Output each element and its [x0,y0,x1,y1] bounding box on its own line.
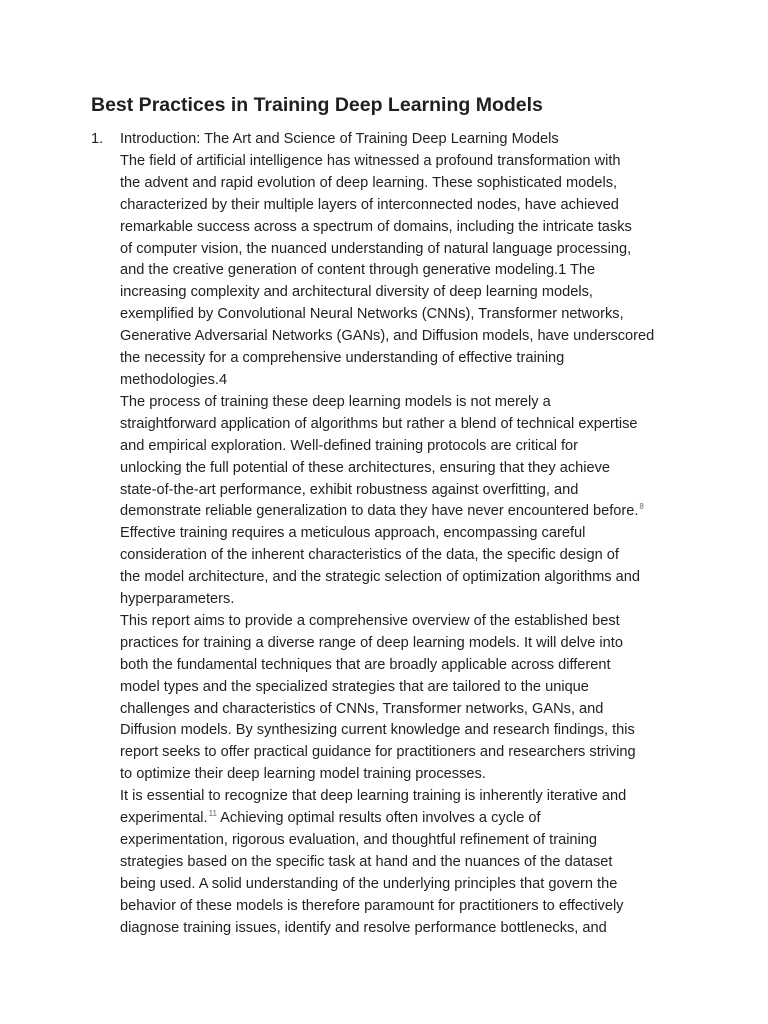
section-body [120,129,688,940]
text-line [120,414,688,436]
line-text: straightforward application of algorithms but rather a blend of technical expertise [120,415,638,432]
body-paragraph [120,611,688,786]
line-text: Effective training requires a meticulous approach, encompassing careful [120,525,586,542]
text-line [120,918,688,940]
line-text: practices for training a diverse range of deep learning models. It will delve into [120,634,623,651]
text-line [120,458,688,480]
line-text: to optimize their deep learning model training processes. [120,766,486,783]
line-text: and the creative generation of content through generative modeling.1 The [120,262,596,279]
document-title: Best Practices in Training Deep Learning Models [91,94,543,116]
text-line [120,720,688,742]
text-line [120,239,688,261]
line-text: both the fundamental techniques that are broadly applicable across different [120,656,611,673]
line-text: the necessity for a comprehensive understanding of effective training [120,350,565,367]
text-line [120,764,688,786]
line-text: being used. A solid understanding of the underlying principles that govern the [120,875,618,892]
line-text-continued: Achieving optimal results often involves a cycle of [216,810,541,827]
line-text: behavior of these models is therefore paramount for practitioners to effectively [120,897,624,914]
text-line [120,173,688,195]
line-text: experimentation, rigorous evaluation, and thoughtful refinement of training [120,832,598,848]
text-line [120,370,688,392]
text-line [120,611,688,633]
text-line [120,830,688,852]
body-paragraph [120,786,688,939]
line-text: model types and the specialized strategies that are tailored to the unique [120,678,589,695]
line-text: characterized by their multiple layers of interconnected nodes, have achieved [120,196,619,213]
text-line [120,392,688,414]
line-text: Generative Adversarial Networks (GANs), and Diffusion models, have underscored [120,328,655,345]
footnote-reference: 8 [639,502,644,512]
line-text: exemplified by Convolutional Neural Networks (CNNs), Transformer networks, [120,306,624,323]
line-text: the advent and rapid evolution of deep learning. These sophisticated models, [120,174,618,191]
text-line [120,151,688,173]
text-line [120,633,688,655]
text-line [120,217,688,239]
line-text: hyperparameters. [120,591,235,608]
footnote-reference: 11 [208,809,217,819]
text-line [120,195,688,217]
line-text: The field of artificial intelligence has witnessed a profound transformation with [120,152,621,169]
line-text: This report aims to provide a comprehensive overview of the established best [120,612,620,629]
text-line [120,699,688,721]
line-text: Diffusion models. By synthesizing current knowledge and research findings, this [120,722,635,739]
section-paragraphs [120,151,688,940]
text-line [120,589,688,611]
text-line [120,326,688,348]
text-line [120,786,688,808]
line-text: consideration of the inherent characteristics of the data, the specific design of [120,547,619,564]
body-paragraph [120,151,688,392]
text-line [120,742,688,764]
text-line [120,436,688,458]
body-paragraph [120,392,688,611]
text-line [120,348,688,370]
line-text: of computer vision, the nuanced understanding of natural language processing, [120,240,632,257]
line-text: unlocking the full potential of these architectures, ensuring that they achieve [120,459,611,476]
text-line [120,260,688,282]
text-line [120,896,688,918]
line-text: methodologies.4 [120,371,228,388]
line-text: challenges and characteristics of CNNs, Transformer networks, GANs, and [120,700,604,717]
text-line [120,874,688,896]
line-text: diagnose training issues, identify and resolve performance bottlenecks, and [120,919,607,936]
text-line [120,304,688,326]
line-text: increasing complexity and architectural diversity of deep learning models, [120,284,593,301]
section-heading: Introduction: The Art and Science of Training Deep Learning Models [120,131,559,147]
text-line [120,852,688,874]
line-text: It is essential to recognize that deep learning training is inherently iterative and [120,788,627,805]
text-line [120,523,688,545]
line-text: state-of-the-art performance, exhibit robustness against overfitting, and [120,481,579,498]
text-line [120,282,688,304]
section-number: 1. [91,131,104,147]
line-text: remarkable success across a spectrum of domains, including the intricate tasks [120,218,632,235]
line-text: demonstrate reliable generalization to data they have never encountered before. [120,503,639,520]
line-text: the model architecture, and the strategic selection of optimization algorithms and [120,569,640,586]
text-line [120,808,688,830]
text-line [120,567,688,589]
line-text: experimental. [120,810,208,827]
line-text: strategies based on the specific task at hand and the nuances of the dataset [120,853,613,870]
text-line [120,677,688,699]
text-line [120,545,688,567]
line-text: and empirical exploration. Well-defined training protocols are critical for [120,437,579,454]
text-line [120,501,688,523]
line-text: The process of training these deep learning models is not merely a [120,393,551,410]
line-text: report seeks to offer practical guidance for practitioners and researchers striving [120,744,636,761]
text-line [120,480,688,502]
text-line [120,655,688,677]
